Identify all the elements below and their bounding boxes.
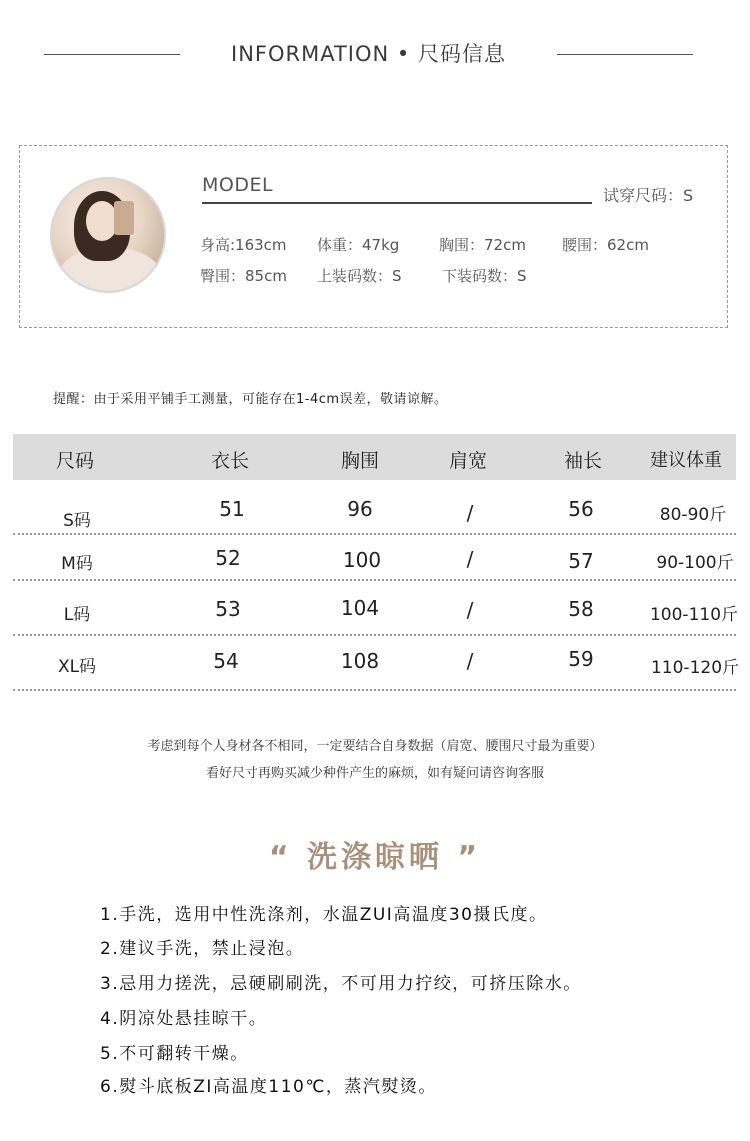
wash-instruction: 4.阴凉处悬挂晾干。	[100, 1009, 268, 1029]
table-cell-length: 54	[213, 649, 239, 673]
size-table-header	[13, 434, 736, 480]
table-cell-shoulder: /	[466, 649, 474, 673]
table-cell-chest: 108	[340, 649, 380, 673]
table-cell-weight: 80-90斤	[659, 505, 727, 525]
header-right-rule	[557, 54, 693, 55]
measurement-notice: 提醒：由于采用平铺手工测量，可能存在1-4cm误差，敬请谅解。	[53, 392, 448, 407]
row-divider	[13, 533, 736, 535]
wash-section-title: “ 洗涤晾晒 ”	[268, 840, 482, 875]
header-shoulder: 肩宽	[448, 450, 487, 472]
table-cell-sleeve: 59	[568, 647, 594, 671]
table-cell-size: M码	[61, 554, 93, 574]
table-cell-sleeve: 56	[568, 497, 594, 521]
wash-instruction: 1.手洗，选用中性洗涤剂，水温ZUI高温度30摄氏度。	[100, 905, 548, 925]
wash-instruction: 2.建议手洗，禁止浸泡。	[100, 939, 305, 959]
table-cell-size: XL码	[57, 657, 97, 677]
model-height: 身高:163cm	[200, 236, 287, 254]
try-size: 试穿尺码：S	[603, 186, 694, 205]
table-cell-weight: 110-120斤	[650, 658, 740, 678]
row-divider	[13, 579, 736, 581]
wash-instruction: 3.忌用力搓洗，忌硬刷刷洗，不可用力拧绞，可挤压除水。	[100, 974, 582, 994]
page-title: INFORMATION • 尺码信息	[231, 42, 506, 66]
table-cell-shoulder: /	[466, 547, 474, 571]
table-cell-shoulder: /	[466, 501, 474, 525]
table-cell-weight: 90-100斤	[656, 553, 734, 573]
header-sleeve: 袖长	[563, 450, 602, 472]
table-cell-chest: 96	[347, 497, 373, 521]
model-info-card	[19, 145, 728, 328]
table-cell-sleeve: 57	[568, 549, 594, 573]
model-waist: 腰围：62cm	[562, 236, 649, 254]
table-cell-size: S码	[63, 511, 91, 531]
header-length: 衣长	[210, 450, 249, 472]
header-chest: 胸围	[340, 450, 379, 472]
table-cell-size: L码	[63, 605, 91, 625]
row-divider	[13, 634, 736, 636]
table-cell-chest: 100	[342, 548, 382, 572]
fit-tip: 看好尺寸再购买减少种件产生的麻烦，如有疑问请咨询客服	[205, 766, 544, 781]
model-hip: 臀围：85cm	[200, 267, 287, 285]
header-size: 尺码	[55, 450, 94, 472]
table-cell-length: 52	[215, 546, 241, 570]
wash-instruction: 6.熨斗底板ZI高温度110℃，蒸汽熨烫。	[100, 1077, 437, 1097]
model-top-size: 上装码数：S	[317, 267, 402, 285]
header-weight: 建议体重	[650, 450, 722, 471]
wash-instruction: 5.不可翻转干燥。	[100, 1044, 249, 1064]
table-cell-length: 51	[219, 497, 245, 521]
row-divider	[13, 689, 736, 691]
model-label: MODEL	[202, 174, 274, 196]
table-cell-chest: 104	[340, 596, 380, 620]
model-weight: 体重：47kg	[317, 236, 400, 254]
fit-tip: 考虑到每个人身材各不相同，一定要结合自身数据（肩宽、腰围尺寸最为重要）	[147, 739, 603, 754]
model-bottom-size: 下装码数：S	[442, 267, 527, 285]
table-cell-sleeve: 58	[568, 597, 594, 621]
model-underline	[202, 202, 592, 204]
table-cell-weight: 100-110斤	[649, 605, 739, 625]
header-left-rule	[44, 54, 180, 55]
model-chest: 胸围：72cm	[439, 236, 526, 254]
table-cell-shoulder: /	[466, 598, 474, 622]
table-cell-length: 53	[215, 597, 241, 621]
model-avatar	[50, 177, 166, 293]
